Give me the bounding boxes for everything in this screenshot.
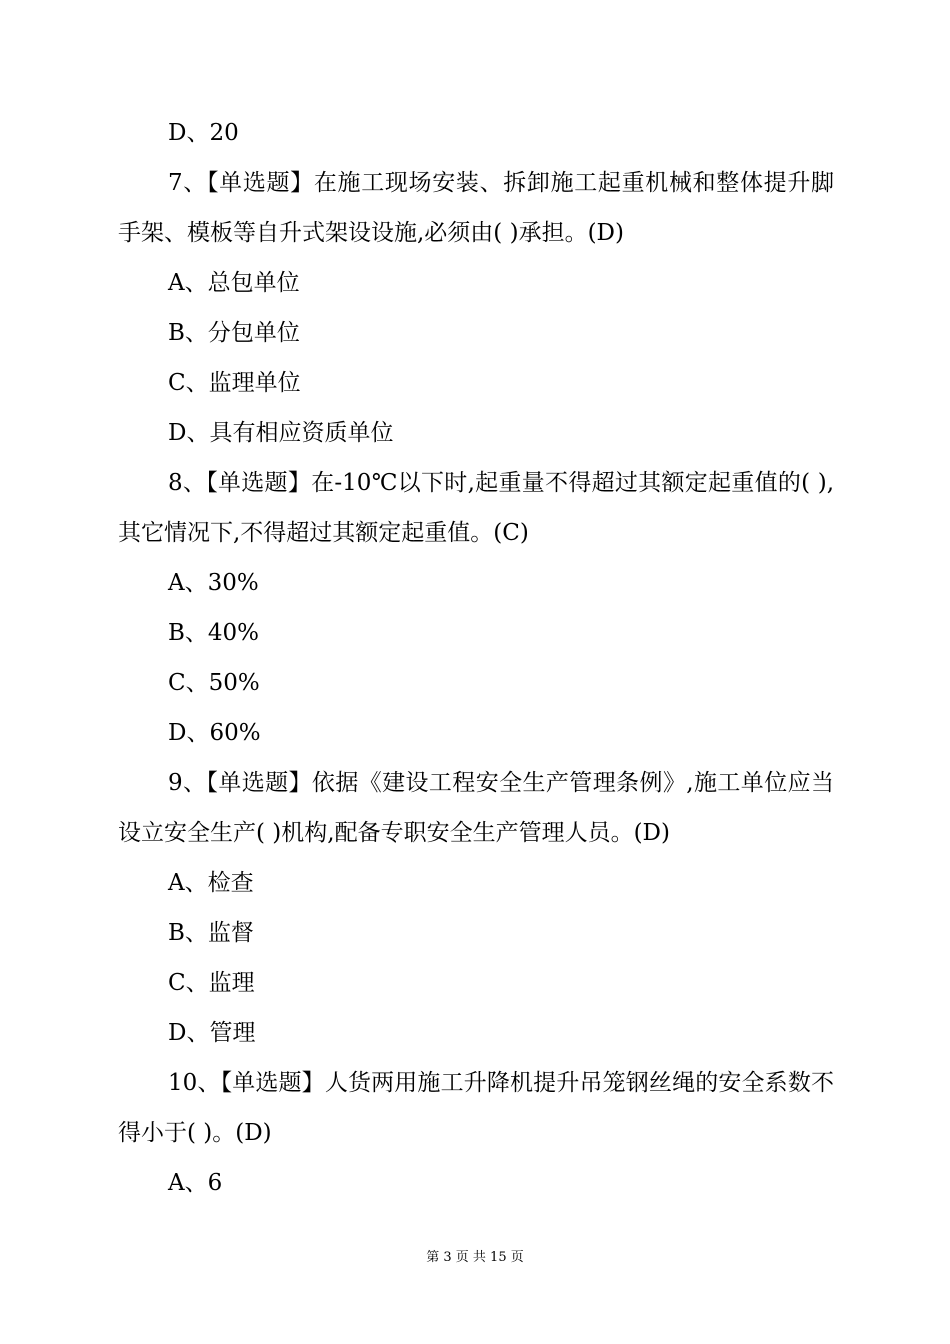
question-8-option-c: C、50% — [168, 670, 260, 696]
question-10: 10、【单选题】人货两用施工升降机提升吊笼钢丝绳的安全系数不得小于( )。(D) — [118, 1070, 834, 1146]
question-8: 8、【单选题】在-10℃以下时,起重量不得超过其额定起重值的( ),其它情况下,不得超过其额定起重值。(C) — [118, 470, 834, 546]
question-7-option-b: B、分包单位 — [168, 320, 300, 346]
question-8-option-a: A、30% — [168, 570, 259, 596]
question-list — [118, 108, 834, 1208]
question-10-option-a: A、6 — [168, 1170, 223, 1196]
question-7-option-d: D、具有相应资质单位 — [168, 420, 394, 446]
question-7-option-a: A、总包单位 — [168, 270, 300, 296]
page-number-footer: 第 3 页 共 15 页 — [426, 1250, 524, 1265]
question-9-option-c: C、监理 — [168, 970, 255, 996]
question-7-option-c: C、监理单位 — [168, 370, 301, 396]
question-9-option-d: D、管理 — [168, 1020, 256, 1046]
question-8-option-b: B、40% — [168, 620, 260, 646]
option-d-previous: D、20 — [168, 120, 239, 146]
question-9-option-b: B、监督 — [168, 920, 254, 946]
question-9-option-a: A、检查 — [168, 870, 254, 896]
question-8-option-d: D、60% — [168, 720, 261, 746]
question-7: 7、【单选题】在施工现场安装、拆卸施工起重机械和整体提升脚手架、模板等自升式架设设施,必须由( )承担。(D) — [118, 170, 834, 246]
question-9: 9、【单选题】依据《建设工程安全生产管理条例》,施工单位应当设立安全生产( )机构,配备专职安全生产管理人员。(D) — [118, 770, 834, 846]
